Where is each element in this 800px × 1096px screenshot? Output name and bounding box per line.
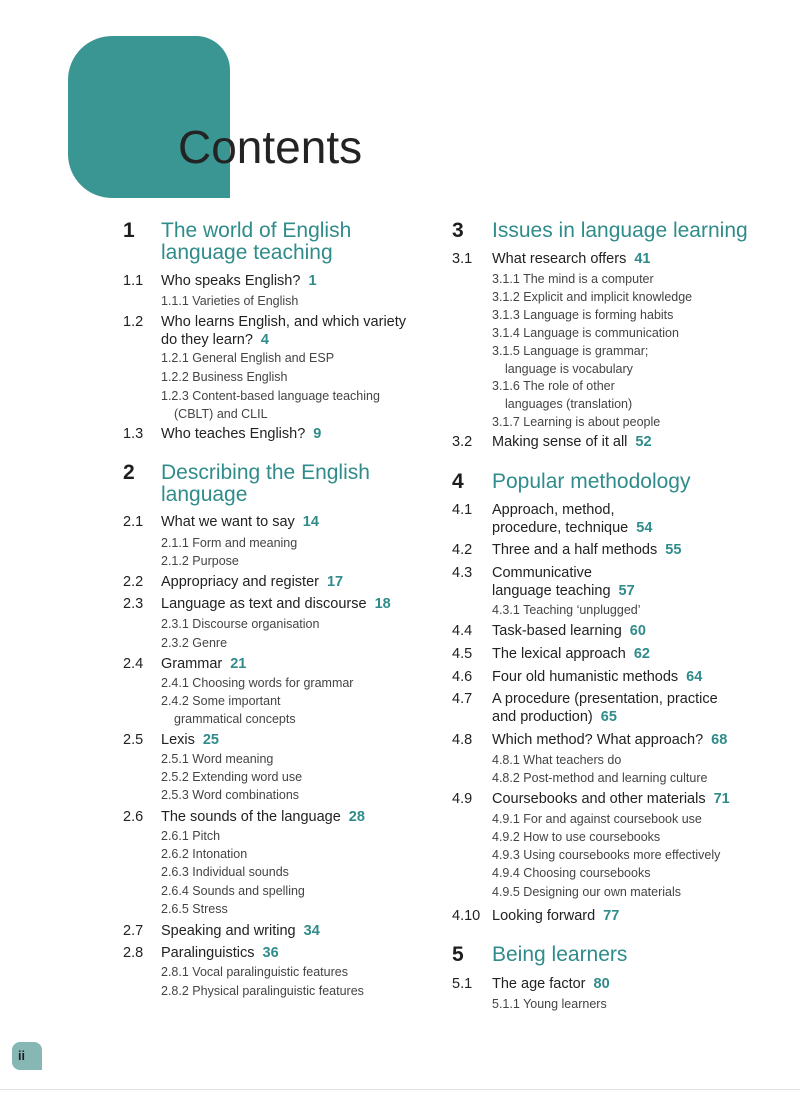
section-number: 2.5 [123, 732, 144, 748]
section-title: Who teaches English? [161, 426, 306, 442]
section-title: The sounds of the language [161, 809, 341, 825]
section-title: Paralinguistics [161, 945, 255, 961]
section-page-number: 64 [686, 669, 703, 685]
section-title: do they learn? [161, 332, 253, 348]
subsection-number: 3.1.5 [492, 344, 520, 358]
section-title: Lexis [161, 732, 195, 748]
subsection-line [161, 768, 302, 786]
section-number: 1.3 [123, 426, 144, 442]
section-title-line [492, 564, 592, 582]
section-title-line [161, 655, 246, 673]
section-number: 2.6 [123, 809, 144, 825]
subsection-number: 4.9.4 [492, 866, 520, 880]
section-number: 4.3 [452, 565, 473, 581]
section-title: Task-based learning [492, 623, 622, 639]
section-page-number: 36 [262, 945, 279, 961]
subsection-line [492, 601, 641, 619]
section-page-number: 18 [374, 596, 391, 612]
subsection-number: 2.5.1 [161, 752, 189, 766]
section-title-line [161, 944, 279, 962]
section-number: 4.7 [452, 691, 473, 707]
section-number: 2.3 [123, 596, 144, 612]
subsection-line [161, 692, 281, 710]
section-number: 2.8 [123, 945, 144, 961]
subsection-line [161, 786, 299, 804]
section-title-line [492, 622, 646, 640]
section-page-number: 41 [634, 251, 651, 267]
section-number: 4.10 [452, 908, 481, 924]
subsection-line [492, 306, 673, 324]
section-number: 4.5 [452, 646, 473, 662]
subsection-number: 2.4.1 [161, 676, 189, 690]
subsection-line [492, 846, 720, 864]
bottom-divider [0, 1089, 800, 1090]
subsection-line [161, 292, 298, 310]
section-title-line [161, 513, 319, 531]
chapter-title: Being learners [492, 943, 628, 966]
subsection-number: 2.6.3 [161, 865, 189, 879]
section-title-line [492, 250, 650, 268]
chapter-number: 4 [452, 470, 464, 493]
chapter-title: Popular methodology [492, 470, 691, 493]
section-title: Appropriacy and register [161, 574, 319, 590]
section-number: 1.2 [123, 314, 144, 330]
subsection-line [492, 413, 660, 431]
subsection-line [161, 845, 247, 863]
section-title-line [161, 731, 219, 749]
section-number: 4.1 [452, 502, 473, 518]
section-title-line [492, 519, 652, 537]
subsection-line [161, 349, 334, 367]
subsection-number: 2.6.5 [161, 902, 189, 916]
subsection-title: Pitch [192, 829, 221, 843]
subsection-line [505, 360, 633, 378]
subsection-line [492, 864, 650, 882]
section-page-number: 4 [260, 332, 269, 348]
subsection-line [161, 882, 305, 900]
section-page-number: 62 [633, 646, 650, 662]
section-title: Looking forward [492, 908, 596, 924]
section-number: 4.2 [452, 542, 473, 558]
section-title: The lexical approach [492, 646, 626, 662]
subsection-line [174, 405, 268, 423]
subsection-number: 3.1.3 [492, 308, 520, 322]
subsection-line [161, 615, 319, 633]
subsection-number: 1.1.1 [161, 294, 189, 308]
section-title-line [492, 668, 702, 686]
subsection-title: Individual sounds [192, 865, 289, 879]
subsection-title: The mind is a computer [523, 272, 654, 286]
section-title: procedure, technique [492, 520, 629, 536]
section-title-line [492, 708, 617, 726]
section-number: 4.9 [452, 791, 473, 807]
section-number: 4.6 [452, 669, 473, 685]
subsection-line [161, 368, 288, 386]
subsection-line [161, 634, 227, 652]
chapter-title: language [161, 483, 248, 506]
subsection-number: 4.8.1 [492, 753, 520, 767]
chapter-title: Describing the English [161, 461, 370, 484]
section-title: A procedure (presentation, practice [492, 691, 718, 707]
subsection-number: 1.2.1 [161, 351, 189, 365]
subsection-title: Stress [192, 902, 228, 916]
section-page-number: 65 [600, 709, 617, 725]
section-title: Language as text and discourse [161, 596, 367, 612]
section-title: Who learns English, and which variety [161, 314, 407, 330]
chapter-number: 1 [123, 219, 135, 242]
subsection-title: Genre [192, 636, 228, 650]
subsection-number: 2.1.2 [161, 554, 189, 568]
section-page-number: 71 [713, 791, 730, 807]
page-title: Contents [178, 121, 363, 173]
subsection-line [505, 395, 632, 413]
subsection-title: Content-based language teaching [192, 389, 380, 403]
subsection-number: 5.1.1 [492, 997, 520, 1011]
subsection-line [492, 769, 707, 787]
subsection-number: 3.1.6 [492, 379, 520, 393]
subsection-title: languages (translation) [505, 397, 633, 411]
subsection-line [161, 674, 353, 692]
section-title: Making sense of it all [492, 434, 628, 450]
subsection-title: Language is forming habits [523, 308, 674, 322]
section-number: 2.4 [123, 656, 144, 672]
section-page-number: 57 [618, 583, 635, 599]
section-number: 5.1 [452, 976, 473, 992]
subsection-line [161, 982, 364, 1000]
chapter-title: The world of English [161, 219, 352, 242]
section-page-number: 28 [348, 809, 365, 825]
subsection-number: 4.9.3 [492, 848, 520, 862]
section-title-line [161, 425, 321, 443]
chapter-title: language teaching [161, 241, 333, 264]
section-title: The age factor [492, 976, 586, 992]
subsection-number: 1.2.2 [161, 370, 189, 384]
section-title: Speaking and writing [161, 923, 296, 939]
subsection-line [492, 883, 681, 901]
subsection-number: 2.6.4 [161, 884, 189, 898]
subsection-title: Choosing words for grammar [192, 676, 354, 690]
subsection-title: Form and meaning [192, 536, 298, 550]
subsection-line [161, 387, 380, 405]
subsection-title: Using coursebooks more effectively [523, 848, 721, 862]
subsection-title: Business English [192, 370, 288, 384]
subsection-title: Physical paralinguistic features [192, 984, 364, 998]
subsection-number: 2.6.2 [161, 847, 189, 861]
section-title-line [161, 272, 317, 290]
subsection-number: 2.4.2 [161, 694, 189, 708]
subsection-title: General English and ESP [192, 351, 335, 365]
subsection-title: (CBLT) and CLIL [174, 407, 268, 421]
section-number: 1.1 [123, 273, 144, 289]
subsection-number: 4.3.1 [492, 603, 520, 617]
contents-title-block [68, 36, 230, 198]
section-title-line [492, 690, 718, 708]
section-page-number: 9 [313, 426, 322, 442]
subsection-number: 1.2.3 [161, 389, 189, 403]
subsection-title: What teachers do [523, 753, 622, 767]
subsection-line [161, 552, 239, 570]
subsection-title: Word meaning [192, 752, 274, 766]
subsection-title: grammatical concepts [174, 712, 296, 726]
section-title-line [492, 433, 652, 451]
subsection-title: For and against coursebook use [523, 812, 702, 826]
section-title: What research offers [492, 251, 627, 267]
subsection-number: 3.1.1 [492, 272, 520, 286]
subsection-number: 2.8.2 [161, 984, 189, 998]
subsection-number: 3.1.2 [492, 290, 520, 304]
subsection-title: Some important [192, 694, 281, 708]
section-title-line [492, 501, 615, 519]
section-title-line [492, 731, 727, 749]
section-page-number: 54 [636, 520, 653, 536]
subsection-number: 2.5.2 [161, 770, 189, 784]
section-title-line [492, 790, 730, 808]
section-title-line [161, 595, 391, 613]
subsection-line [492, 751, 621, 769]
section-number: 3.2 [452, 434, 473, 450]
subsection-line [174, 710, 296, 728]
subsection-title: Extending word use [192, 770, 303, 784]
section-title: language teaching [492, 583, 611, 599]
subsection-line [161, 863, 289, 881]
subsection-title: Varieties of English [192, 294, 299, 308]
section-title: Grammar [161, 656, 223, 672]
subsection-number: 2.8.1 [161, 965, 189, 979]
subsection-title: Sounds and spelling [192, 884, 305, 898]
subsection-title: Discourse organisation [192, 617, 320, 631]
section-page-number: 1 [308, 273, 317, 289]
subsection-number: 4.9.1 [492, 812, 520, 826]
section-number: 4.4 [452, 623, 473, 639]
section-number: 2.1 [123, 514, 144, 530]
subsection-line [161, 827, 220, 845]
subsection-number: 4.9.2 [492, 830, 520, 844]
section-title-line [492, 582, 635, 600]
subsection-line [492, 828, 660, 846]
subsection-title: Choosing coursebooks [523, 866, 651, 880]
subsection-line [492, 810, 702, 828]
section-number: 3.1 [452, 251, 473, 267]
section-title: What we want to say [161, 514, 295, 530]
section-title-line [161, 808, 365, 826]
section-page-number: 14 [302, 514, 319, 530]
section-page-number: 68 [711, 732, 728, 748]
section-page-number: 55 [665, 542, 682, 558]
subsection-title: Word combinations [192, 788, 300, 802]
subsection-title: Explicit and implicit knowledge [523, 290, 693, 304]
subsection-line [492, 270, 654, 288]
subsection-number: 2.3.2 [161, 636, 189, 650]
subsection-title: Purpose [192, 554, 239, 568]
section-title-line [161, 573, 343, 591]
subsection-number: 4.9.5 [492, 885, 520, 899]
subsection-title: Intonation [192, 847, 248, 861]
subsection-number: 2.1.1 [161, 536, 189, 550]
subsection-line [161, 963, 348, 981]
subsection-line [492, 342, 648, 360]
subsection-number: 4.8.2 [492, 771, 520, 785]
subsection-number: 3.1.7 [492, 415, 520, 429]
subsection-line [492, 324, 679, 342]
section-page-number: 34 [303, 923, 320, 939]
section-page-number: 80 [593, 976, 610, 992]
section-title-line [492, 541, 681, 559]
subsection-number: 3.1.4 [492, 326, 520, 340]
section-number: 2.2 [123, 574, 144, 590]
subsection-line [161, 534, 297, 552]
chapter-number: 3 [452, 219, 464, 242]
section-title: Who speaks English? [161, 273, 301, 289]
section-page-number: 60 [629, 623, 646, 639]
subsection-title: Learning is about people [523, 415, 661, 429]
subsection-title: Young learners [523, 997, 607, 1011]
section-page-number: 21 [230, 656, 247, 672]
chapter-number: 5 [452, 943, 464, 966]
section-title-line [161, 331, 269, 349]
chapter-number: 2 [123, 461, 135, 484]
chapter-title: Issues in language learning [492, 219, 748, 242]
section-number: 4.8 [452, 732, 473, 748]
subsection-title: How to use coursebooks [523, 830, 661, 844]
section-title-line [492, 645, 650, 663]
section-page-number: 17 [326, 574, 344, 590]
subsection-line [492, 995, 607, 1013]
section-title: Coursebooks and other materials [492, 791, 706, 807]
section-page-number: 25 [202, 732, 219, 748]
section-title-line [161, 313, 406, 331]
subsection-title: Designing our own materials [523, 885, 682, 899]
subsection-line [492, 288, 692, 306]
section-title: Three and a half methods [492, 542, 658, 558]
subsection-line [161, 900, 228, 918]
section-title-line [492, 975, 610, 993]
section-title: Communicative [492, 565, 592, 581]
subsection-title: The role of other [523, 379, 615, 393]
subsection-number: 2.3.1 [161, 617, 189, 631]
subsection-number: 2.6.1 [161, 829, 189, 843]
subsection-title: Language is communication [523, 326, 679, 340]
section-title-line [492, 907, 619, 925]
subsection-title: Teaching ‘unplugged’ [523, 603, 641, 617]
section-title: Which method? What approach? [492, 732, 704, 748]
subsection-title: Vocal paralinguistic features [192, 965, 348, 979]
section-title: and production) [492, 709, 593, 725]
subsection-title: language is vocabulary [505, 362, 633, 376]
section-number: 2.7 [123, 923, 144, 939]
subsection-line [161, 750, 273, 768]
subsection-number: 2.5.3 [161, 788, 189, 802]
page-number-tab [12, 1042, 42, 1070]
subsection-line [492, 377, 615, 395]
section-title: Approach, method, [492, 502, 615, 518]
section-page-number: 77 [603, 908, 620, 924]
subsection-title: Language is grammar; [523, 344, 649, 358]
section-title: Four old humanistic methods [492, 669, 679, 685]
section-title-line [161, 922, 320, 940]
subsection-title: Post-method and learning culture [523, 771, 708, 785]
section-page-number: 52 [635, 434, 652, 450]
page-number: ii [18, 1049, 25, 1063]
